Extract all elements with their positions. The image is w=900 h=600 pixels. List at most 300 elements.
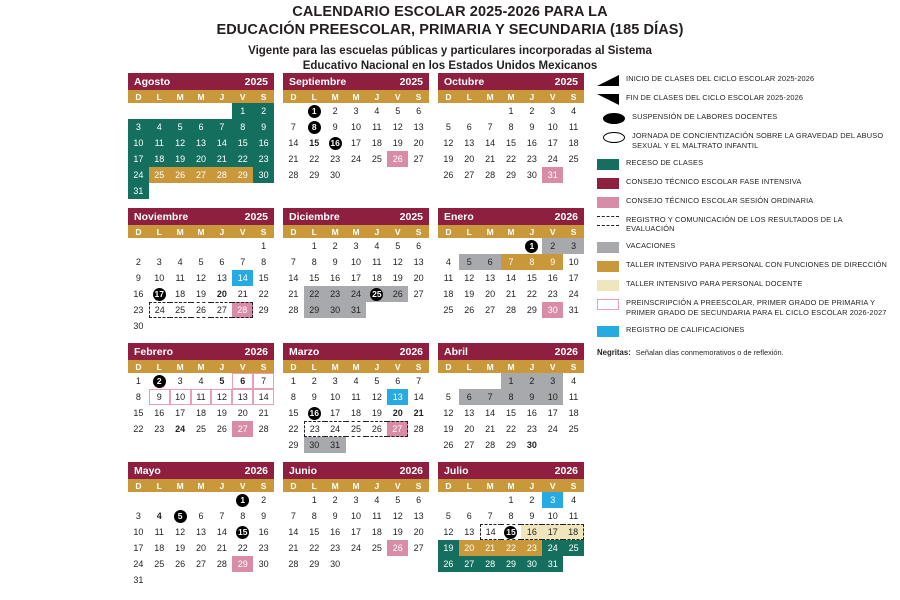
day-cell[interactable]	[128, 183, 149, 199]
day-cell[interactable]	[253, 373, 274, 389]
day-cell[interactable]	[501, 540, 522, 556]
day-cell[interactable]	[283, 286, 304, 302]
day-cell[interactable]	[542, 238, 563, 254]
day-cell[interactable]	[170, 270, 191, 286]
day-cell[interactable]	[304, 405, 325, 421]
day-cell[interactable]	[211, 405, 232, 421]
day-cell[interactable]	[346, 421, 367, 437]
day-cell[interactable]	[211, 135, 232, 151]
day-cell[interactable]	[346, 103, 367, 119]
day-cell[interactable]	[253, 389, 274, 405]
day-cell[interactable]	[253, 238, 274, 254]
day-cell[interactable]	[253, 135, 274, 151]
day-cell[interactable]	[366, 540, 387, 556]
day-cell[interactable]	[459, 286, 480, 302]
day-cell[interactable]	[459, 556, 480, 572]
day-cell[interactable]	[325, 540, 346, 556]
day-cell[interactable]	[387, 508, 408, 524]
day-cell[interactable]	[232, 524, 253, 540]
day-cell[interactable]	[542, 405, 563, 421]
day-cell[interactable]	[366, 421, 387, 437]
day-cell[interactable]	[170, 405, 191, 421]
day-cell[interactable]	[304, 421, 325, 437]
day-cell[interactable]	[283, 302, 304, 318]
day-cell[interactable]	[232, 135, 253, 151]
day-cell[interactable]	[387, 524, 408, 540]
day-cell[interactable]	[408, 254, 429, 270]
day-cell[interactable]	[253, 254, 274, 270]
day-cell[interactable]	[366, 270, 387, 286]
day-cell[interactable]	[480, 270, 501, 286]
day-cell[interactable]	[563, 103, 584, 119]
day-cell[interactable]	[170, 254, 191, 270]
day-cell[interactable]	[149, 135, 170, 151]
day-cell[interactable]	[191, 135, 212, 151]
day-cell[interactable]	[304, 373, 325, 389]
day-cell[interactable]	[542, 508, 563, 524]
day-cell[interactable]	[325, 286, 346, 302]
day-cell[interactable]	[542, 103, 563, 119]
day-cell[interactable]	[366, 119, 387, 135]
day-cell[interactable]	[211, 508, 232, 524]
day-cell[interactable]	[408, 405, 429, 421]
day-cell[interactable]	[346, 151, 367, 167]
day-cell[interactable]	[521, 302, 542, 318]
day-cell[interactable]	[542, 135, 563, 151]
day-cell[interactable]	[542, 540, 563, 556]
day-cell[interactable]	[325, 556, 346, 572]
day-cell[interactable]	[128, 302, 149, 318]
day-cell[interactable]	[438, 270, 459, 286]
day-cell[interactable]	[253, 405, 274, 421]
day-cell[interactable]	[366, 492, 387, 508]
day-cell[interactable]	[304, 135, 325, 151]
day-cell[interactable]	[408, 135, 429, 151]
day-cell[interactable]	[191, 119, 212, 135]
day-cell[interactable]	[438, 151, 459, 167]
day-cell[interactable]	[283, 540, 304, 556]
day-cell[interactable]	[211, 373, 232, 389]
day-cell[interactable]	[521, 135, 542, 151]
day-cell[interactable]	[304, 437, 325, 453]
day-cell[interactable]	[542, 119, 563, 135]
day-cell[interactable]	[387, 540, 408, 556]
day-cell[interactable]	[387, 270, 408, 286]
day-cell[interactable]	[325, 508, 346, 524]
day-cell[interactable]	[253, 270, 274, 286]
day-cell[interactable]	[304, 286, 325, 302]
day-cell[interactable]	[325, 421, 346, 437]
day-cell[interactable]	[304, 167, 325, 183]
day-cell[interactable]	[521, 103, 542, 119]
day-cell[interactable]	[128, 373, 149, 389]
day-cell[interactable]	[563, 508, 584, 524]
day-cell[interactable]	[542, 492, 563, 508]
day-cell[interactable]	[253, 119, 274, 135]
day-cell[interactable]	[128, 389, 149, 405]
day-cell[interactable]	[366, 508, 387, 524]
day-cell[interactable]	[542, 524, 563, 540]
day-cell[interactable]	[501, 524, 522, 540]
day-cell[interactable]	[387, 119, 408, 135]
day-cell[interactable]	[480, 302, 501, 318]
day-cell[interactable]	[232, 421, 253, 437]
day-cell[interactable]	[542, 151, 563, 167]
day-cell[interactable]	[521, 119, 542, 135]
day-cell[interactable]	[128, 318, 149, 334]
day-cell[interactable]	[232, 254, 253, 270]
day-cell[interactable]	[283, 151, 304, 167]
day-cell[interactable]	[346, 540, 367, 556]
day-cell[interactable]	[191, 270, 212, 286]
day-cell[interactable]	[191, 524, 212, 540]
day-cell[interactable]	[304, 119, 325, 135]
day-cell[interactable]	[408, 238, 429, 254]
day-cell[interactable]	[304, 254, 325, 270]
day-cell[interactable]	[128, 270, 149, 286]
day-cell[interactable]	[191, 286, 212, 302]
day-cell[interactable]	[191, 254, 212, 270]
day-cell[interactable]	[521, 524, 542, 540]
day-cell[interactable]	[459, 135, 480, 151]
day-cell[interactable]	[521, 373, 542, 389]
day-cell[interactable]	[128, 421, 149, 437]
day-cell[interactable]	[459, 508, 480, 524]
day-cell[interactable]	[408, 270, 429, 286]
day-cell[interactable]	[387, 389, 408, 405]
day-cell[interactable]	[253, 556, 274, 572]
day-cell[interactable]	[325, 437, 346, 453]
day-cell[interactable]	[408, 373, 429, 389]
day-cell[interactable]	[232, 302, 253, 318]
day-cell[interactable]	[253, 103, 274, 119]
day-cell[interactable]	[459, 151, 480, 167]
day-cell[interactable]	[149, 540, 170, 556]
day-cell[interactable]	[304, 238, 325, 254]
day-cell[interactable]	[253, 167, 274, 183]
day-cell[interactable]	[501, 286, 522, 302]
day-cell[interactable]	[480, 167, 501, 183]
day-cell[interactable]	[387, 103, 408, 119]
day-cell[interactable]	[501, 373, 522, 389]
day-cell[interactable]	[128, 508, 149, 524]
day-cell[interactable]	[149, 167, 170, 183]
day-cell[interactable]	[563, 492, 584, 508]
day-cell[interactable]	[304, 540, 325, 556]
day-cell[interactable]	[501, 119, 522, 135]
day-cell[interactable]	[283, 270, 304, 286]
day-cell[interactable]	[501, 270, 522, 286]
day-cell[interactable]	[304, 492, 325, 508]
day-cell[interactable]	[170, 286, 191, 302]
day-cell[interactable]	[542, 389, 563, 405]
day-cell[interactable]	[521, 238, 542, 254]
day-cell[interactable]	[325, 389, 346, 405]
day-cell[interactable]	[501, 389, 522, 405]
day-cell[interactable]	[128, 524, 149, 540]
day-cell[interactable]	[325, 373, 346, 389]
day-cell[interactable]	[211, 556, 232, 572]
day-cell[interactable]	[408, 103, 429, 119]
day-cell[interactable]	[211, 524, 232, 540]
day-cell[interactable]	[521, 508, 542, 524]
day-cell[interactable]	[346, 405, 367, 421]
day-cell[interactable]	[563, 254, 584, 270]
day-cell[interactable]	[211, 254, 232, 270]
day-cell[interactable]	[325, 524, 346, 540]
day-cell[interactable]	[480, 508, 501, 524]
day-cell[interactable]	[304, 556, 325, 572]
day-cell[interactable]	[366, 286, 387, 302]
day-cell[interactable]	[563, 286, 584, 302]
day-cell[interactable]	[211, 119, 232, 135]
day-cell[interactable]	[366, 373, 387, 389]
day-cell[interactable]	[211, 286, 232, 302]
day-cell[interactable]	[253, 508, 274, 524]
day-cell[interactable]	[170, 302, 191, 318]
day-cell[interactable]	[459, 167, 480, 183]
day-cell[interactable]	[387, 286, 408, 302]
day-cell[interactable]	[232, 151, 253, 167]
day-cell[interactable]	[459, 302, 480, 318]
day-cell[interactable]	[480, 389, 501, 405]
day-cell[interactable]	[283, 135, 304, 151]
day-cell[interactable]	[232, 167, 253, 183]
day-cell[interactable]	[149, 151, 170, 167]
day-cell[interactable]	[459, 405, 480, 421]
day-cell[interactable]	[325, 135, 346, 151]
day-cell[interactable]	[211, 302, 232, 318]
day-cell[interactable]	[149, 508, 170, 524]
day-cell[interactable]	[563, 151, 584, 167]
day-cell[interactable]	[387, 238, 408, 254]
day-cell[interactable]	[325, 302, 346, 318]
day-cell[interactable]	[283, 389, 304, 405]
day-cell[interactable]	[346, 373, 367, 389]
day-cell[interactable]	[408, 421, 429, 437]
day-cell[interactable]	[346, 389, 367, 405]
day-cell[interactable]	[563, 524, 584, 540]
day-cell[interactable]	[170, 119, 191, 135]
day-cell[interactable]	[501, 151, 522, 167]
day-cell[interactable]	[480, 151, 501, 167]
day-cell[interactable]	[325, 103, 346, 119]
day-cell[interactable]	[459, 119, 480, 135]
day-cell[interactable]	[438, 508, 459, 524]
day-cell[interactable]	[521, 167, 542, 183]
day-cell[interactable]	[387, 421, 408, 437]
day-cell[interactable]	[211, 540, 232, 556]
day-cell[interactable]	[521, 405, 542, 421]
day-cell[interactable]	[253, 524, 274, 540]
day-cell[interactable]	[170, 524, 191, 540]
day-cell[interactable]	[253, 540, 274, 556]
day-cell[interactable]	[480, 135, 501, 151]
day-cell[interactable]	[459, 254, 480, 270]
day-cell[interactable]	[149, 119, 170, 135]
day-cell[interactable]	[366, 524, 387, 540]
day-cell[interactable]	[459, 524, 480, 540]
day-cell[interactable]	[283, 508, 304, 524]
day-cell[interactable]	[304, 103, 325, 119]
day-cell[interactable]	[211, 270, 232, 286]
day-cell[interactable]	[211, 389, 232, 405]
day-cell[interactable]	[128, 167, 149, 183]
day-cell[interactable]	[346, 135, 367, 151]
day-cell[interactable]	[542, 421, 563, 437]
day-cell[interactable]	[387, 373, 408, 389]
day-cell[interactable]	[521, 286, 542, 302]
day-cell[interactable]	[191, 421, 212, 437]
day-cell[interactable]	[191, 508, 212, 524]
day-cell[interactable]	[232, 103, 253, 119]
day-cell[interactable]	[128, 405, 149, 421]
day-cell[interactable]	[283, 119, 304, 135]
day-cell[interactable]	[149, 524, 170, 540]
day-cell[interactable]	[408, 508, 429, 524]
day-cell[interactable]	[563, 373, 584, 389]
day-cell[interactable]	[253, 302, 274, 318]
day-cell[interactable]	[480, 437, 501, 453]
day-cell[interactable]	[325, 270, 346, 286]
day-cell[interactable]	[325, 492, 346, 508]
day-cell[interactable]	[211, 421, 232, 437]
day-cell[interactable]	[501, 405, 522, 421]
day-cell[interactable]	[149, 286, 170, 302]
day-cell[interactable]	[191, 167, 212, 183]
day-cell[interactable]	[563, 270, 584, 286]
day-cell[interactable]	[501, 556, 522, 572]
day-cell[interactable]	[542, 270, 563, 286]
day-cell[interactable]	[542, 167, 563, 183]
day-cell[interactable]	[387, 151, 408, 167]
day-cell[interactable]	[521, 151, 542, 167]
day-cell[interactable]	[501, 421, 522, 437]
day-cell[interactable]	[128, 135, 149, 151]
day-cell[interactable]	[128, 540, 149, 556]
day-cell[interactable]	[501, 492, 522, 508]
day-cell[interactable]	[563, 135, 584, 151]
day-cell[interactable]	[170, 389, 191, 405]
day-cell[interactable]	[563, 119, 584, 135]
day-cell[interactable]	[325, 151, 346, 167]
day-cell[interactable]	[408, 540, 429, 556]
day-cell[interactable]	[283, 437, 304, 453]
day-cell[interactable]	[521, 492, 542, 508]
day-cell[interactable]	[501, 167, 522, 183]
day-cell[interactable]	[128, 254, 149, 270]
day-cell[interactable]	[387, 492, 408, 508]
day-cell[interactable]	[232, 405, 253, 421]
day-cell[interactable]	[501, 437, 522, 453]
day-cell[interactable]	[191, 302, 212, 318]
day-cell[interactable]	[283, 524, 304, 540]
day-cell[interactable]	[191, 540, 212, 556]
day-cell[interactable]	[128, 151, 149, 167]
day-cell[interactable]	[170, 167, 191, 183]
day-cell[interactable]	[542, 556, 563, 572]
day-cell[interactable]	[191, 556, 212, 572]
day-cell[interactable]	[346, 302, 367, 318]
day-cell[interactable]	[232, 389, 253, 405]
day-cell[interactable]	[170, 135, 191, 151]
day-cell[interactable]	[438, 389, 459, 405]
day-cell[interactable]	[387, 405, 408, 421]
day-cell[interactable]	[563, 421, 584, 437]
day-cell[interactable]	[563, 405, 584, 421]
day-cell[interactable]	[170, 151, 191, 167]
day-cell[interactable]	[408, 119, 429, 135]
day-cell[interactable]	[366, 151, 387, 167]
day-cell[interactable]	[149, 421, 170, 437]
day-cell[interactable]	[128, 572, 149, 588]
day-cell[interactable]	[563, 540, 584, 556]
day-cell[interactable]	[480, 254, 501, 270]
day-cell[interactable]	[438, 540, 459, 556]
day-cell[interactable]	[563, 302, 584, 318]
day-cell[interactable]	[501, 254, 522, 270]
day-cell[interactable]	[346, 238, 367, 254]
day-cell[interactable]	[563, 238, 584, 254]
day-cell[interactable]	[283, 373, 304, 389]
day-cell[interactable]	[232, 286, 253, 302]
day-cell[interactable]	[459, 270, 480, 286]
day-cell[interactable]	[128, 286, 149, 302]
day-cell[interactable]	[542, 286, 563, 302]
day-cell[interactable]	[408, 389, 429, 405]
day-cell[interactable]	[232, 373, 253, 389]
day-cell[interactable]	[149, 270, 170, 286]
day-cell[interactable]	[232, 540, 253, 556]
day-cell[interactable]	[346, 286, 367, 302]
day-cell[interactable]	[366, 405, 387, 421]
day-cell[interactable]	[480, 119, 501, 135]
day-cell[interactable]	[387, 254, 408, 270]
day-cell[interactable]	[366, 389, 387, 405]
day-cell[interactable]	[283, 421, 304, 437]
day-cell[interactable]	[128, 556, 149, 572]
day-cell[interactable]	[191, 373, 212, 389]
day-cell[interactable]	[366, 103, 387, 119]
day-cell[interactable]	[438, 437, 459, 453]
day-cell[interactable]	[408, 151, 429, 167]
day-cell[interactable]	[542, 373, 563, 389]
day-cell[interactable]	[149, 254, 170, 270]
day-cell[interactable]	[366, 254, 387, 270]
day-cell[interactable]	[438, 405, 459, 421]
day-cell[interactable]	[480, 556, 501, 572]
day-cell[interactable]	[325, 238, 346, 254]
day-cell[interactable]	[325, 254, 346, 270]
day-cell[interactable]	[191, 151, 212, 167]
day-cell[interactable]	[211, 151, 232, 167]
day-cell[interactable]	[304, 524, 325, 540]
day-cell[interactable]	[480, 540, 501, 556]
day-cell[interactable]	[346, 508, 367, 524]
day-cell[interactable]	[325, 167, 346, 183]
day-cell[interactable]	[191, 405, 212, 421]
day-cell[interactable]	[438, 119, 459, 135]
day-cell[interactable]	[480, 524, 501, 540]
day-cell[interactable]	[438, 254, 459, 270]
day-cell[interactable]	[325, 119, 346, 135]
day-cell[interactable]	[438, 167, 459, 183]
day-cell[interactable]	[480, 421, 501, 437]
day-cell[interactable]	[346, 270, 367, 286]
day-cell[interactable]	[149, 373, 170, 389]
day-cell[interactable]	[408, 524, 429, 540]
day-cell[interactable]	[253, 151, 274, 167]
